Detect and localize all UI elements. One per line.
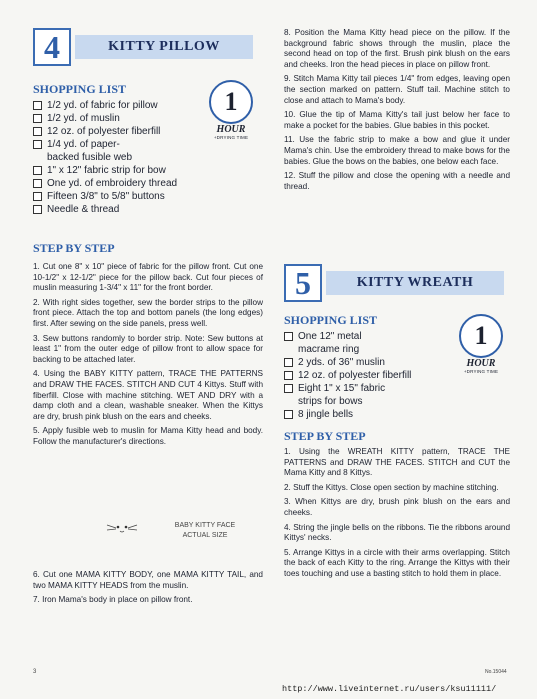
list-item: One 12" metal macrame ring — [284, 330, 384, 356]
checkbox-icon — [33, 140, 42, 149]
list-item: 12 oz. of polyester fiberfill — [284, 369, 424, 382]
checkbox-icon — [284, 410, 293, 419]
list-item: Fifteen 3/8" to 5/8" buttons — [33, 190, 198, 203]
step-paragraph: 1. Using the WREATH KITTY pattern, TRACE THE PATTERNS and DRAW THE FACES. STITCH and CUT the Mama Kitty and 8 Kittys. — [284, 447, 510, 478]
list-item: 12 oz. of polyester fiberfill — [33, 125, 198, 138]
page-number: 3 — [33, 669, 37, 675]
clock-icon: 1 — [209, 80, 253, 124]
step-paragraph: 11. Use the fabric strip to make a bow and glue it under Mama's chin. Use the embroidery thread to make bows for the babies. Glue the bows on the babies, one below each face. — [284, 135, 510, 166]
list-item: 8 jingle bells — [284, 408, 424, 421]
step-paragraph: 7. Iron Mama's body in place on pillow front. — [33, 595, 193, 605]
project-4-number: 4 — [33, 28, 71, 66]
checkbox-icon — [33, 192, 42, 201]
project-5-title: KITTY WREATH — [326, 271, 504, 295]
step-paragraph: 10. Glue the tip of Mama Kitty's tail just below her face to make a pocket for the babies. Glue babies in this pocket. — [284, 110, 510, 130]
project-5-header — [284, 264, 506, 302]
project-5-shopping-list — [284, 330, 424, 421]
project-5-steps-heading: STEP BY STEP — [284, 429, 366, 443]
checkbox-icon — [284, 371, 293, 380]
step-paragraph: 3. When Kittys are dry, brush pink blush on the ears and cheeks. — [284, 497, 510, 517]
step-paragraph: 5. Arrange Kittys in a circle with their arms overlapping. Stitch the back of each Kitty to the ring. Arrange the Kittys with their toes touching and use a basting stitch to hold them in place. — [284, 547, 510, 578]
step-paragraph: 2. Stuff the Kittys. Close open section by machine stitching. — [284, 482, 499, 492]
project-5-number: 5 — [284, 264, 322, 302]
step-paragraph: 8. Position the Mama Kitty head piece on the pillow. If the background fabric shows through the muslin, place the second head on top of the first. Brush pink blush on the ears and cheeks. Iron the head pieces in place on pillow front. — [284, 28, 510, 69]
list-item: Eight 1" x 15" fabric strips for bows — [284, 382, 404, 408]
project-4-shopping-list — [33, 99, 198, 216]
project-4-time-badge — [206, 80, 256, 140]
step-paragraph: 6. Cut one MAMA KITTY BODY, one MAMA KITTY TAIL, and two MAMA KITTY HEADS from the muslin. — [33, 570, 263, 590]
project-4-steps-continued — [33, 570, 263, 610]
step-paragraph: 2. With right sides together, sew the border strips to the pillow front piece. Attach the top and bottom panels (the long edges) first. After sewing on the side panels, press well. — [33, 297, 263, 328]
step-paragraph: 4. String the jingle bells on the ribbons. Tie the ribbons around Kittys' necks. — [284, 522, 510, 543]
hour-label: HOUR — [216, 124, 246, 135]
list-item: 1" x 12" fabric strip for bow — [33, 164, 198, 177]
checkbox-icon — [33, 127, 42, 136]
hour-label: HOUR — [466, 358, 496, 369]
project-5-shopping-heading: SHOPPING LIST — [284, 313, 378, 327]
checkbox-icon — [33, 101, 42, 110]
watermark-url[interactable]: http://www.liveinternet.ru/users/ksu11111/ — [282, 684, 497, 694]
project-4-steps-heading: STEP BY STEP — [33, 241, 115, 255]
baby-kitty-face-caption: BABY KITTY FACE ACTUAL SIZE — [174, 522, 236, 539]
step-paragraph: 1. Cut one 8" x 10" piece of fabric for the pillow front. Cut one 10-1/2" x 12-1/2" piece for the pillow back. Cut four pieces of muslin measuring 1-3/4" x 11" for the front border. — [33, 262, 263, 293]
checkbox-icon — [284, 384, 293, 393]
drying-time-label: +DRYING TIME — [213, 135, 249, 140]
list-item: One yd. of embroidery thread — [33, 177, 198, 190]
step-paragraph: 12. Stuff the pillow and close the opening with a needle and thread. — [284, 171, 510, 191]
list-item: 2 yds. of 36" muslin — [284, 356, 424, 369]
step-paragraph: 3. Sew buttons randomly to border strip. Note: Sew buttons at least 1" from the outer edge of pillow front to allow space for backing to be attached later. — [33, 333, 263, 364]
checkbox-icon — [284, 332, 293, 341]
step-paragraph: 9. Stitch Mama Kitty tail pieces 1/4" from edges, leaving open the section marked on pattern. Stuff tail. Machine stitch to close and attach to Mama's body. — [284, 74, 510, 105]
drying-time-label: +DRYING TIME — [463, 369, 499, 374]
project-4-title: KITTY PILLOW — [75, 35, 253, 59]
baby-kitty-face-icon — [104, 517, 140, 544]
project-4-shopping-heading: SHOPPING LIST — [33, 82, 127, 96]
project-4-steps-right — [284, 28, 510, 196]
list-item: Needle & thread — [33, 203, 198, 216]
checkbox-icon — [284, 358, 293, 367]
checkbox-icon — [33, 179, 42, 188]
catalog-number: No.15044 — [485, 669, 507, 675]
project-5-time-badge — [456, 314, 506, 374]
checkbox-icon — [33, 114, 42, 123]
list-item: 1/2 yd. of muslin — [33, 112, 198, 125]
checkbox-icon — [33, 166, 42, 175]
list-item: 1/4 yd. of paper-backed fusible web — [33, 138, 148, 164]
checkbox-icon — [33, 205, 42, 214]
project-5-steps — [284, 447, 510, 584]
list-item: 1/2 yd. of fabric for pillow — [33, 99, 198, 112]
clock-icon: 1 — [459, 314, 503, 358]
step-paragraph: 5. Apply fusible web to muslin for Mama Kitty head and body. Follow the manufacturer's directions. — [33, 426, 263, 446]
project-4-steps — [33, 262, 263, 452]
step-paragraph: 4. Using the BABY KITTY pattern, TRACE THE PATTERNS and DRAW THE FACES. STITCH AND CUT 4 Kittys. Stuff with fiberfill. Close with machine stitching. WET AND DRY with a damp cloth and a clean, washable sneaker. When the Kittys are dry, brush pink blush on the ears and cheeks. — [33, 369, 263, 421]
project-4-header — [33, 28, 255, 66]
